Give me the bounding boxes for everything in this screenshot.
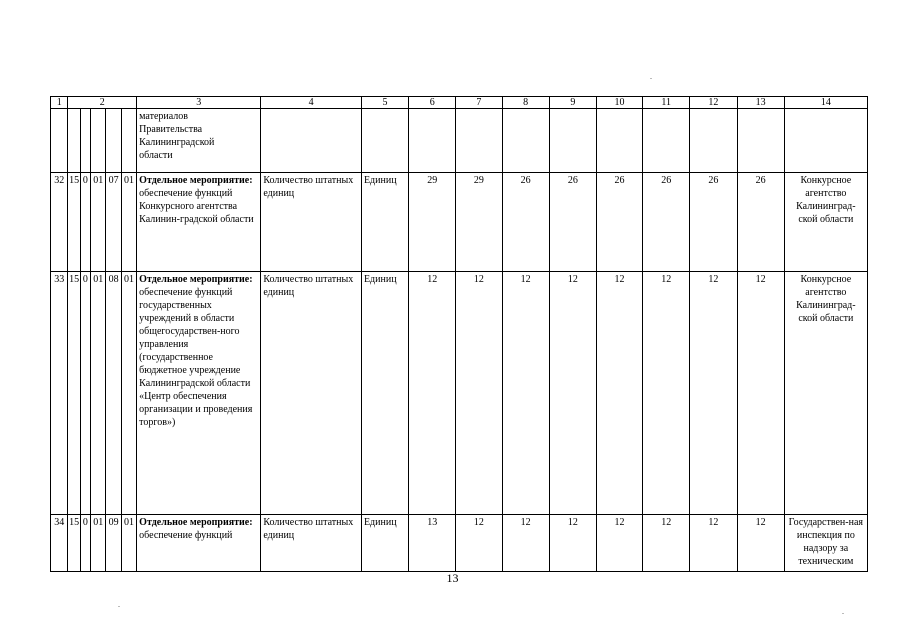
- value-cell: 12: [456, 272, 502, 515]
- unit-cell: Единиц: [361, 173, 408, 272]
- row-number: 34: [51, 515, 68, 572]
- continuation-text: материалов Правительства Калининградской области: [137, 109, 261, 173]
- responsible-cell: Конкурсное агентство Калининград-ской области: [784, 173, 867, 272]
- value-cell: 12: [409, 272, 456, 515]
- scan-speck: [842, 613, 844, 614]
- value-cell: 12: [690, 515, 737, 572]
- value-cell: 12: [737, 272, 784, 515]
- header-cell: 8: [502, 97, 549, 109]
- unit-cell: Единиц: [361, 515, 408, 572]
- code-cell: 0: [80, 173, 90, 272]
- header-cell: 11: [643, 97, 690, 109]
- value-cell: 26: [502, 173, 549, 272]
- value-cell: 29: [456, 173, 502, 272]
- table-header-row: [51, 97, 868, 109]
- code-cell: 01: [121, 515, 136, 572]
- header-cell: 10: [596, 97, 642, 109]
- code-cell: 0: [80, 515, 90, 572]
- value-cell: 26: [737, 173, 784, 272]
- value-cell: 12: [737, 515, 784, 572]
- header-cell: 7: [456, 97, 502, 109]
- continuation-row: [51, 109, 868, 173]
- code-cell: 01: [121, 272, 136, 515]
- code-cell: 08: [106, 272, 121, 515]
- value-cell: 26: [549, 173, 596, 272]
- row-number: 32: [51, 173, 68, 272]
- code-cell: 09: [106, 515, 121, 572]
- table-row: [51, 272, 868, 515]
- header-cell: 13: [737, 97, 784, 109]
- value-cell: 26: [596, 173, 642, 272]
- header-cell: 4: [261, 97, 362, 109]
- header-cell: 9: [549, 97, 596, 109]
- activity-cell: Отдельное мероприятие: обеспечение функций Конкурсного агентства Калинин-градской области: [137, 173, 261, 272]
- value-cell: 26: [690, 173, 737, 272]
- activity-cell: Отдельное мероприятие: обеспечение функций государственных учреждений в области общегосударствен-ного управления (государственное бюджетное учреждение Калининградской области «Центр обеспечения организации и проведения торгов»): [137, 272, 261, 515]
- code-cell: 0: [80, 272, 90, 515]
- indicator-cell: Количество штатных единиц: [261, 515, 362, 572]
- value-cell: 12: [643, 515, 690, 572]
- indicator-cell: Количество штатных единиц: [261, 173, 362, 272]
- value-cell: 12: [502, 272, 549, 515]
- code-cell: 15: [68, 272, 80, 515]
- code-cell: 01: [121, 173, 136, 272]
- value-cell: 13: [409, 515, 456, 572]
- code-cell: 15: [68, 515, 80, 572]
- activity-cell: Отдельное мероприятие: обеспечение функций: [137, 515, 261, 572]
- table-row: [51, 515, 868, 572]
- responsible-cell: Государствен-ная инспекция по надзору за техническим: [784, 515, 867, 572]
- code-cell: 15: [68, 173, 80, 272]
- header-cell: 14: [784, 97, 867, 109]
- header-cell: 1: [51, 97, 68, 109]
- scan-speck: [118, 606, 120, 607]
- value-cell: 12: [596, 272, 642, 515]
- header-cell: 5: [361, 97, 408, 109]
- scan-speck: [650, 78, 652, 79]
- value-cell: 12: [549, 515, 596, 572]
- page-number: 13: [446, 571, 459, 585]
- table-row: [51, 173, 868, 272]
- unit-cell: Единиц: [361, 272, 408, 515]
- code-cell: 01: [91, 173, 106, 272]
- header-cell: 3: [137, 97, 261, 109]
- value-cell: 12: [690, 272, 737, 515]
- indicator-cell: Количество штатных единиц: [261, 272, 362, 515]
- value-cell: 12: [456, 515, 502, 572]
- header-cell: 6: [409, 97, 456, 109]
- code-cell: 07: [106, 173, 121, 272]
- value-cell: 12: [643, 272, 690, 515]
- value-cell: 29: [409, 173, 456, 272]
- value-cell: 12: [502, 515, 549, 572]
- value-cell: 12: [596, 515, 642, 572]
- program-table: [50, 96, 868, 572]
- value-cell: 12: [549, 272, 596, 515]
- value-cell: 26: [643, 173, 690, 272]
- header-cell: 2: [68, 97, 137, 109]
- header-cell: 12: [690, 97, 737, 109]
- code-cell: 01: [91, 515, 106, 572]
- code-cell: 01: [91, 272, 106, 515]
- row-number: 33: [51, 272, 68, 515]
- responsible-cell: Конкурсное агентство Калининград-ской области: [784, 272, 867, 515]
